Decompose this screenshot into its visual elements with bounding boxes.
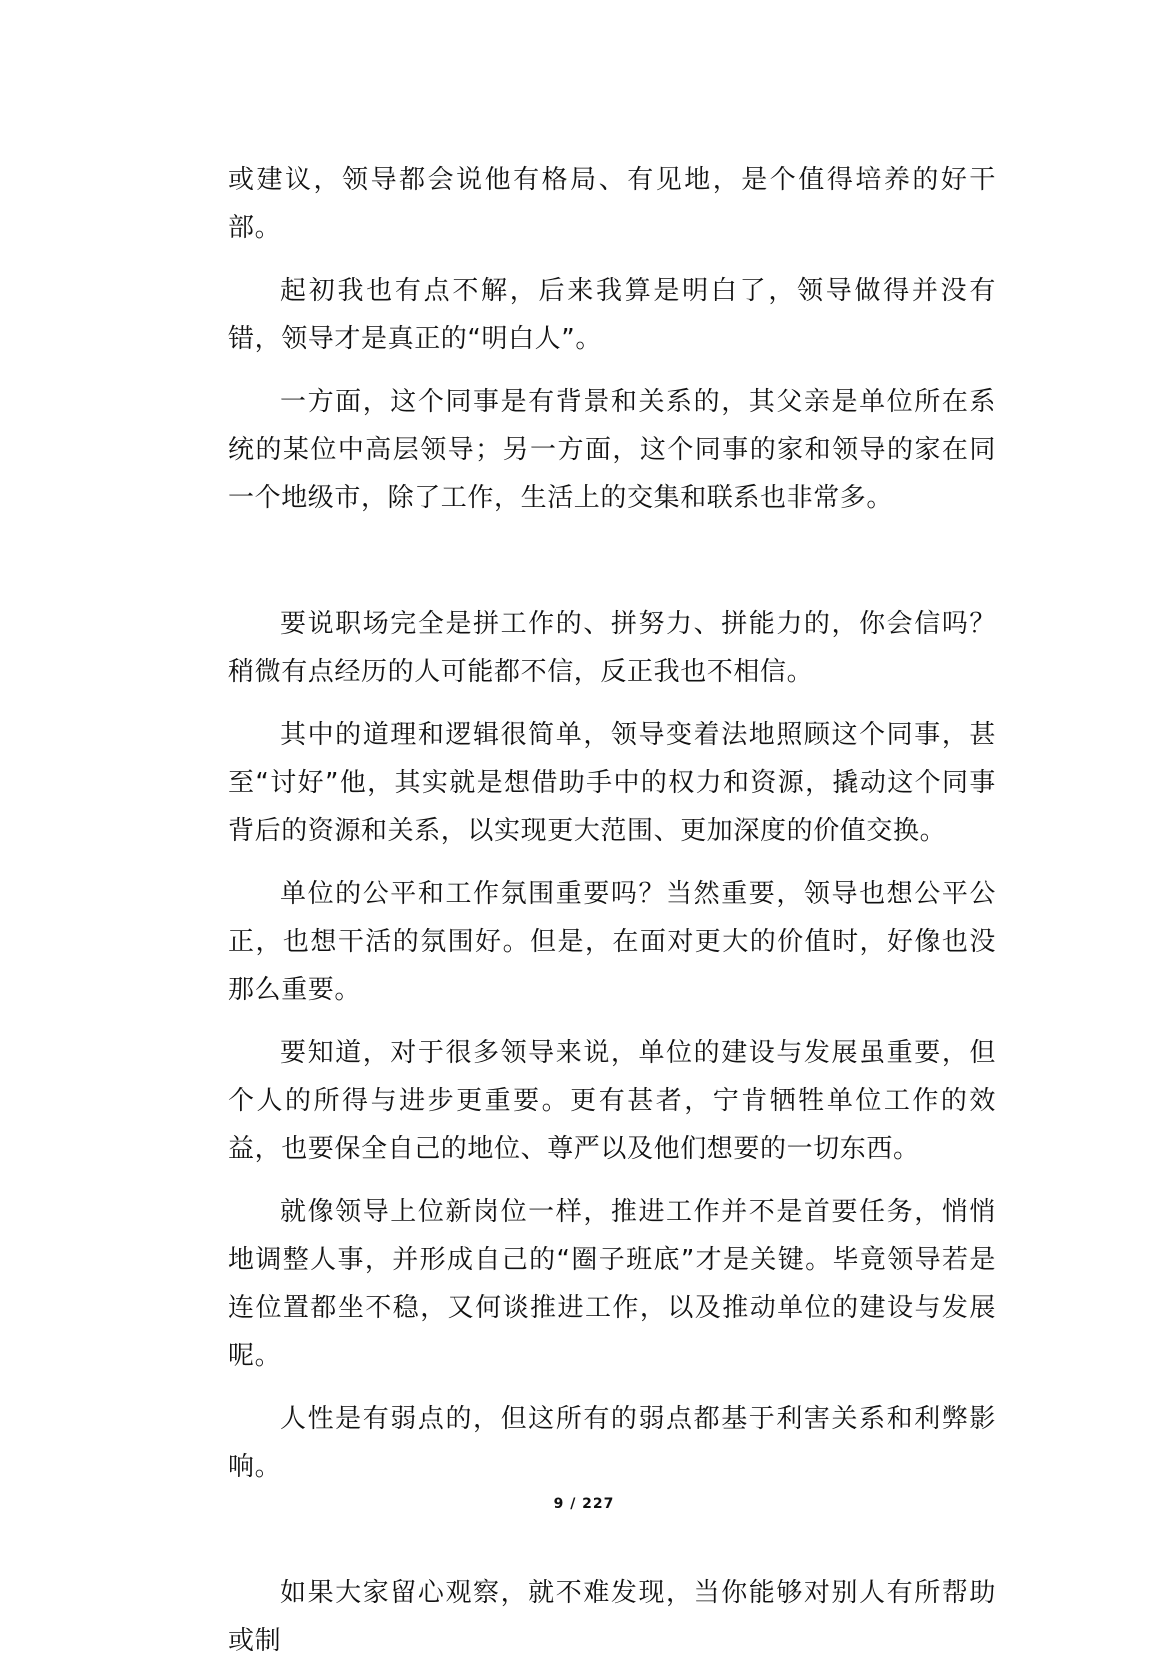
paragraph-8: 就像领导上位新岗位一样，推进工作并不是首要任务，悄悄地调整人事，并形成自己的“圈子班底”才是关键。毕竟领导若是连位置都坐不稳，又何谈推进工作，以及推动单位的建设与发展呢。	[228, 1197, 996, 1371]
paragraph-3: 一方面，这个同事是有背景和关系的，其父亲是单位所在系统的某位中高层领导；另一方面，这个同事的家和领导的家在同一个地级市，除了工作，生活上的交集和联系也非常多。	[228, 387, 996, 513]
section-gap	[228, 537, 996, 600]
paragraph-10: 如果大家留心观察，就不难发现，当你能够对别人有所帮助或制	[228, 1578, 996, 1656]
paragraph-6: 单位的公平和工作氛围重要吗？当然重要，领导也想公平公正，也想干活的氛围好。但是，在面对更大的价值时，好像也没那么重要。	[228, 879, 996, 1005]
paragraph-2: 起初我也有点不解，后来我算是明白了，领导做得并没有错，领导才是真正的“明白人”。	[228, 276, 996, 354]
paragraph-7: 要知道，对于很多领导来说，单位的建设与发展虽重要，但个人的所得与进步更重要。更有甚者，宁肯牺牲单位工作的效益，也要保全自己的地位、尊严以及他们想要的一切东西。	[228, 1038, 996, 1164]
paragraph-9: 人性是有弱点的，但这所有的弱点都基于利害关系和利弊影响。	[228, 1404, 996, 1482]
paragraph-5: 其中的道理和逻辑很简单，领导变着法地照顾这个同事，甚至“讨好”他，其实就是想借助手中的权力和资源，撬动这个同事背后的资源和关系，以实现更大范围、更加深度的价值交换。	[228, 720, 996, 846]
paragraph-4: 要说职场完全是拼工作的、拼努力、拼能力的，你会信吗？稍微有点经历的人可能都不信，反正我也不相信。	[228, 609, 996, 687]
paragraph-1: 或建议，领导都会说他有格局、有见地，是个值得培养的好干部。	[228, 165, 996, 243]
page-number: 9 / 227	[553, 1496, 615, 1512]
body-text	[228, 156, 996, 1680]
section-gap	[228, 1506, 996, 1569]
